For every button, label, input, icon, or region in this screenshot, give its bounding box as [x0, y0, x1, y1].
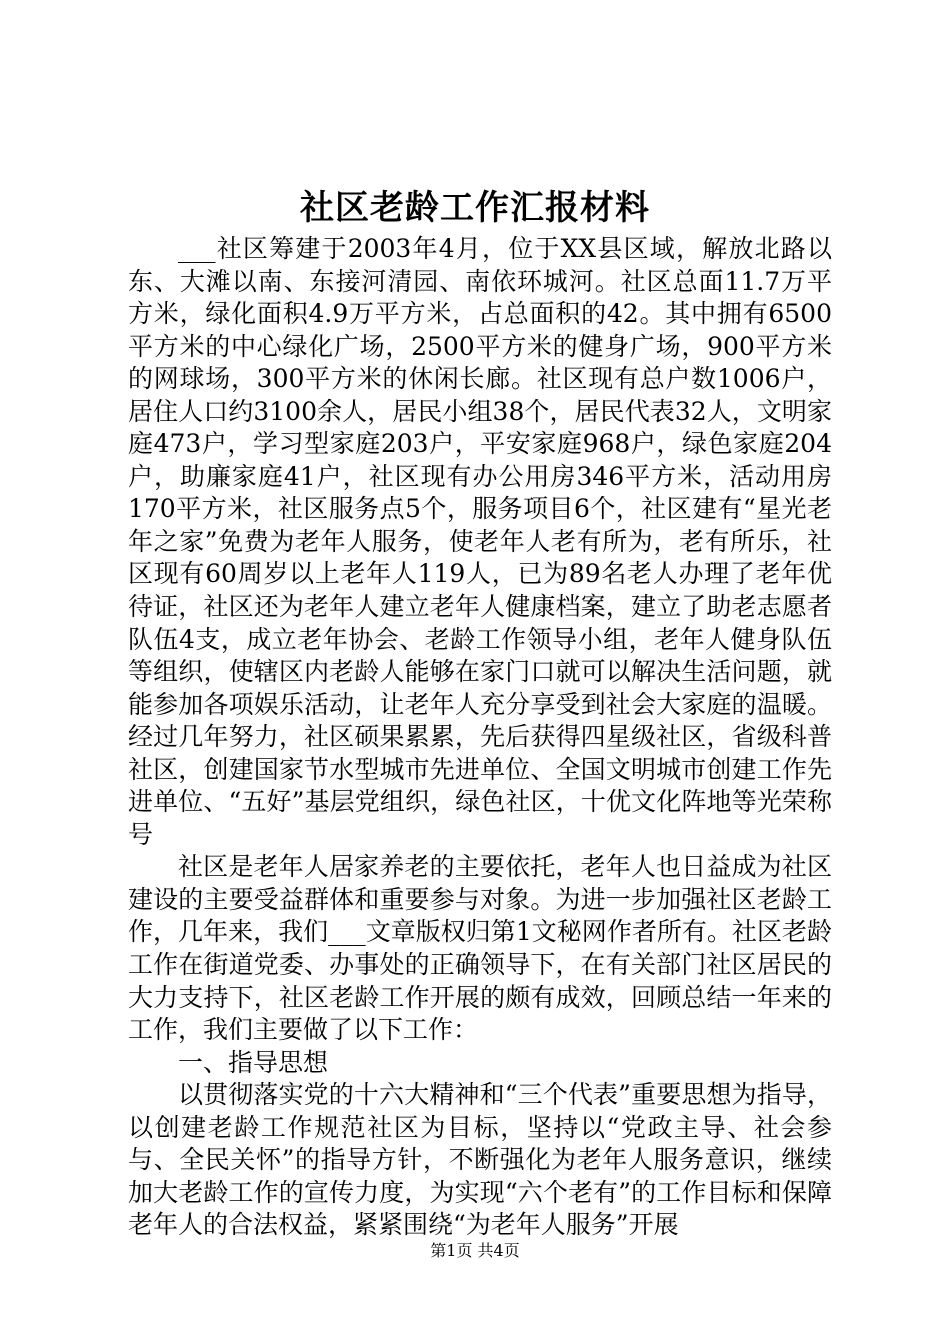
document-title: 社区老龄工作汇报材料 — [300, 188, 650, 228]
page-footer: 第1页 共4页 — [430, 1241, 520, 1260]
section-heading-guiding-thought: 一、指导思想 — [178, 1047, 329, 1077]
paragraph-community-overview: ___社区筹建于2003年4月，位于XX县区域，解放北路以东、大滩以南、东接河清园、南依环城河。社区总面11.7万平方米，绿化面积4.9万平方米，占总面积的42。其中拥有6500平方米的中心绿化广场，2500平方米的健身广场，900平方米的网球场，300平方米的休闲长廊。社区现有总户数1006户，居住人口约3100余人，居民小组38个，居民代表32人，文明家庭473户，学习型家庭203户，平安家庭968户，绿色家庭204户，助廉家庭41户，社区现有办公用房346平方米，活动用房170平方米，社区服务点5个，服务项目6个，社区建有“星光老年之家”免费为老年人服务，使老年人老有所为，老有所乐，社区现有60周岁以上老年人119人，已为89名老人办理了老年优待证，社区还为老年人建立老年人健康档案，建立了助老志愿者队伍4支，成立老年协会、老龄工作领导小组，老年人健身队伍等组织，使辖区内老龄人能够在家门口就可以解决生活问题，就能参加各项娱乐活动，让老年人充分享受到社会大家庭的温暖。经过几年努力，社区硕果累累，先后获得四星级社区，省级科普社区，创建国家节水型城市先进单位、全国文明城市创建工作先进单位、“五好”基层党组织，绿色社区，十优文化阵地等光荣称号 — [128, 234, 832, 849]
paragraph-work-intro: 社区是老年人居家养老的主要依托，老年人也日益成为社区建设的主要受益群体和重要参与对象。为进一步加强社区老龄工作，几年来，我们___文章版权归第1文秘网作者所有。社区老龄工作在街道党委、办事处的正确领导下，在有关部门社区居民的大力支持下，社区老龄工作开展的颇有成效，回顾总结一年来的工作，我们主要做了以下工作： — [128, 852, 832, 1045]
document-body — [128, 233, 832, 1242]
paragraph-guiding-thought: 以贯彻落实党的十六大精神和“三个代表”重要思想为指导，以创建老龄工作规范社区为目标，坚持以“党政主导、社会参与、全民关怀”的指导方针，不断强化为老年人服务意识，继续加大老龄工作的宣传力度，为实现“六个老有”的工作目标和保障老年人的合法权益，紧紧围绕“为老年人服务”开展 — [128, 1080, 832, 1240]
